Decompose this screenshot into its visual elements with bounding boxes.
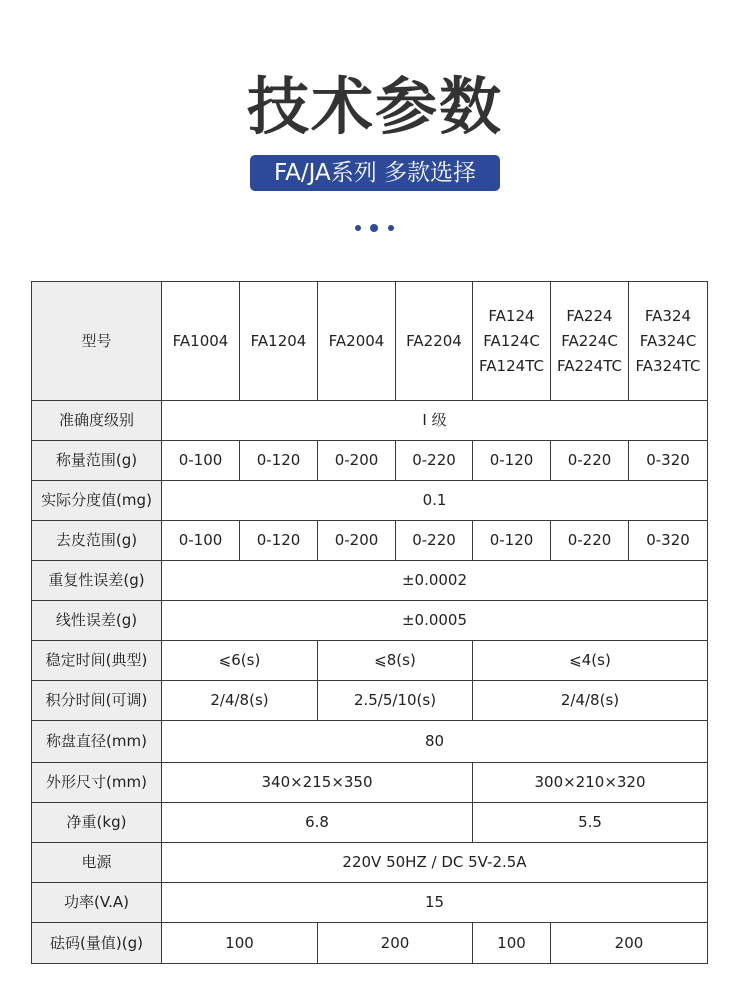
division-value: 0.1 [162, 481, 708, 521]
tare-cell: 0-100 [162, 521, 240, 561]
watt-value: 15 [162, 883, 708, 923]
integ-cell: 2/4/8(s) [162, 681, 318, 721]
cal-cell: 200 [551, 923, 708, 964]
weight-cell: 5.5 [473, 803, 708, 843]
row-label-linear: 线性误差(g) [32, 601, 162, 641]
row-integ [32, 681, 708, 721]
row-label-repeat: 重复性误差(g) [32, 561, 162, 601]
cal-cell: 100 [473, 923, 551, 964]
range-cell: 0-120 [240, 441, 318, 481]
model-name: FA324TC [635, 356, 701, 375]
range-cell: 0-120 [473, 441, 551, 481]
row-weight [32, 803, 708, 843]
model-name: FA2204 [406, 331, 462, 350]
model-name: FA1204 [250, 331, 307, 350]
tare-cell: 0-220 [396, 521, 473, 561]
row-label-dims: 外形尺寸(mm) [32, 763, 162, 803]
row-power [32, 843, 708, 883]
power-value: 220V 50HZ / DC 5V-2.5A [162, 843, 708, 883]
linear-value: ±0.0005 [162, 601, 708, 641]
dot-center [370, 224, 378, 232]
weight-cell: 6.8 [162, 803, 473, 843]
row-division [32, 481, 708, 521]
row-label-division: 实际分度值(mg) [32, 481, 162, 521]
row-label-watt: 功率(V.A) [32, 883, 162, 923]
range-cell: 0-200 [318, 441, 396, 481]
row-dims [32, 763, 708, 803]
model-name: FA1004 [172, 331, 229, 350]
row-label-tare: 去皮范围(g) [32, 521, 162, 561]
integ-cell: 2.5/5/10(s) [318, 681, 473, 721]
row-label-cal: 砝码(量值)(g) [32, 923, 162, 964]
row-model [32, 282, 708, 401]
cal-cell: 200 [318, 923, 473, 964]
row-tare [32, 521, 708, 561]
row-pan [32, 721, 708, 763]
tare-cell: 0-200 [318, 521, 396, 561]
tare-cell: 0-120 [240, 521, 318, 561]
model-cell [240, 282, 318, 401]
row-label-power: 电源 [32, 843, 162, 883]
dot-left [355, 225, 361, 231]
tare-cell: 0-320 [629, 521, 708, 561]
dims-cell: 300×210×320 [473, 763, 708, 803]
model-name: FA124TC [479, 356, 544, 375]
model-cell [473, 282, 551, 401]
row-cal [32, 923, 708, 964]
tare-cell: 0-220 [551, 521, 629, 561]
model-name: FA324C [639, 331, 697, 350]
row-watt [32, 883, 708, 923]
row-label-pan: 称盘直径(mm) [32, 721, 162, 763]
stable-cell: ⩽8(s) [318, 641, 473, 681]
row-label-model: 型号 [32, 282, 162, 401]
tare-cell: 0-120 [473, 521, 551, 561]
dot-right [388, 225, 394, 231]
page-title: 技术参数 [246, 70, 503, 143]
range-cell: 0-220 [396, 441, 473, 481]
model-name: FA224TC [557, 356, 622, 375]
accuracy-value: I 级 [162, 401, 708, 441]
model-name: FA2004 [328, 331, 385, 350]
pan-value: 80 [162, 721, 708, 763]
stable-cell: ⩽4(s) [473, 641, 708, 681]
model-cell [396, 282, 473, 401]
cal-cell: 100 [162, 923, 318, 964]
range-cell: 0-320 [629, 441, 708, 481]
model-cell [318, 282, 396, 401]
dims-cell: 340×215×350 [162, 763, 473, 803]
row-stable [32, 641, 708, 681]
model-name: FA124 [488, 306, 535, 325]
row-label-weight: 净重(kg) [32, 803, 162, 843]
row-label-range: 称量范围(g) [32, 441, 162, 481]
range-cell: 0-220 [551, 441, 629, 481]
repeat-value: ±0.0002 [162, 561, 708, 601]
series-badge: FA/JA系列 多款选择 [250, 155, 500, 191]
model-cell [162, 282, 240, 401]
model-name: FA224C [561, 331, 618, 350]
row-range [32, 441, 708, 481]
row-label-accuracy: 准确度级别 [32, 401, 162, 441]
stable-cell: ⩽6(s) [162, 641, 318, 681]
row-accuracy [32, 401, 708, 441]
model-name: FA224 [566, 306, 613, 325]
row-label-stable: 稳定时间(典型) [32, 641, 162, 681]
row-label-integ: 积分时间(可调) [32, 681, 162, 721]
model-cell [551, 282, 629, 401]
model-cell [629, 282, 708, 401]
spec-table [31, 281, 708, 964]
row-linear [32, 601, 708, 641]
decorative-dots [355, 223, 395, 233]
model-name: FA124C [483, 331, 540, 350]
row-repeat [32, 561, 708, 601]
model-name: FA324 [644, 306, 692, 325]
range-cell: 0-100 [162, 441, 240, 481]
integ-cell: 2/4/8(s) [473, 681, 708, 721]
